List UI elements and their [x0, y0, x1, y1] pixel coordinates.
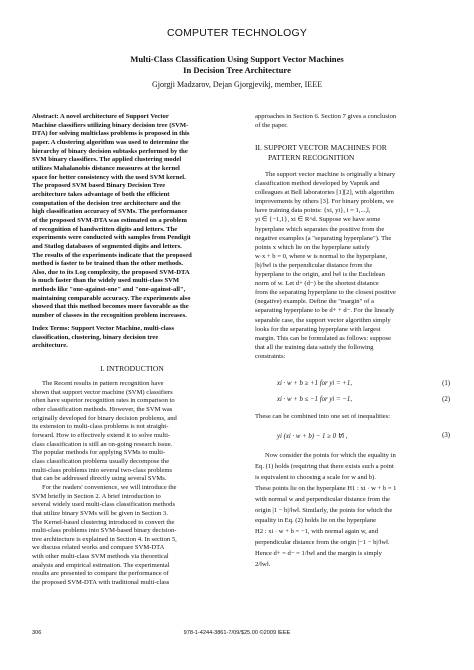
- intro-line: several widely used multi-class classification methods: [32, 501, 176, 509]
- intro-line: results are presented to compare the performance of: [32, 570, 169, 578]
- introduction: [32, 380, 232, 588]
- abstract-line: The results of the experiments indicate that the proposed: [32, 251, 192, 259]
- abstract-line: experiments were conducted with samples from Pendigit: [32, 234, 191, 242]
- section-2-heading-line-1: II. SUPPORT VECTOR MACHINES FOR: [255, 143, 387, 152]
- svm-line: norm of w. Let d+ (d−) be the shortest distance: [255, 280, 379, 288]
- intro-line: class classification is still an on-going research issue.: [32, 440, 173, 448]
- index-terms-line: Index Terms: Support Vector Machine, multi-class: [32, 325, 175, 332]
- abstract-line: The proposed SVM based Binary Decision Tree: [32, 182, 166, 190]
- abstract-line: paper. A clustering algorithm was used to determine the: [32, 138, 189, 146]
- intro-line: The popular methods for applying SVMs to multi-: [32, 449, 166, 457]
- svm-line: |b|/‖w‖ is the perpendicular distance from the: [255, 261, 373, 269]
- svm-line: points x which lie on the hyperplane satisfy: [255, 243, 370, 251]
- after-line: H2 : xi · w + b = −1, with normal again w, and: [255, 528, 378, 536]
- abstract-line: method is faster to be trained than the other methods.: [32, 260, 184, 268]
- abstract-line: methods like "one-against-one" and "one-against-all",: [32, 286, 186, 294]
- abstract-line: utilizes Mahalanobis distance measures at the kernel: [32, 164, 180, 172]
- abstract-line: DTA) for solving multiclass problems is proposed in this: [32, 130, 190, 138]
- abstract-line: showed that this method becomes more favorable as the: [32, 303, 189, 311]
- abstract-line: and Statlog databases of segmented digits and letters.: [32, 242, 182, 250]
- abstract-line: Also, due to its Log complexity, the proposed SVM-DTA: [32, 268, 190, 276]
- intro-line: SVM briefly in Section 2. A brief introduction to: [32, 492, 161, 500]
- equation-3: [255, 432, 450, 440]
- title-line-2: In Decision Tree Architecture: [183, 65, 291, 75]
- svm-line: looks for the separating hyperplane with largest: [255, 325, 381, 333]
- svm-line: separable case, the support vector algorithm simply: [255, 316, 391, 324]
- after-line: Hence d+ = d− = 1/‖w‖ and the margin is simply: [255, 550, 382, 558]
- page-number: 306: [32, 630, 42, 636]
- intro-line: that can be addressed directly using several SVMs.: [32, 475, 167, 483]
- intro-continued: [255, 113, 450, 130]
- equation-2-number: (2): [442, 396, 450, 403]
- hyperplane-paragraph: [255, 451, 450, 571]
- section-2-heading-line-2: PATTERN RECOGNITION: [268, 153, 355, 162]
- after-line: with normal w and perpendicular distance from the: [255, 495, 390, 503]
- intro-line: its extension to multi-class problems is not straight-: [32, 423, 169, 431]
- authors: Gjorgji Madzarov, Dejan Gjorgjevikj, member, IEEE: [152, 80, 322, 89]
- svm-line: colleagues at Bell laboratories [1][2], with algorithm: [255, 189, 394, 197]
- index-terms: [32, 325, 232, 351]
- intro-line: multi-class problems into SVM-based binary decision-: [32, 527, 177, 535]
- after-line: perpendicular distance from the origin |−1 − b|/‖w‖.: [255, 539, 390, 547]
- intro-line: multi-class problems into several two-class problems: [32, 466, 173, 474]
- intro-line: with other multi-class SVM methods via theoretical: [32, 553, 169, 561]
- abstract-line: is much faster than the widely used multi-class SVM: [32, 277, 180, 285]
- svm-line: constraints:: [255, 352, 286, 360]
- abstract: [32, 113, 232, 321]
- svm-line: (negative) example. Define the "margin" of a: [255, 298, 374, 306]
- title-line-1: Multi-Class Classification Using Support Vector Machines: [130, 54, 344, 64]
- intro-line: that utilize binary SVMs will be given in Section 3.: [32, 509, 168, 517]
- svm-line: hyperplane which separates the positive from the: [255, 225, 385, 233]
- abstract-line: high classification accuracy of SVMs. The performance: [32, 208, 188, 216]
- combine-text: These can be combined into one set of inequalities:: [255, 413, 391, 420]
- svm-line: margin. This can be formulated as follows: suppose: [255, 334, 392, 342]
- equation-3-number: (3): [442, 432, 450, 439]
- intro-line: the proposed SVM-DTA with traditional multi-class: [32, 579, 170, 587]
- svm-line: that all the training data satisfy the following: [255, 343, 374, 351]
- section-1-heading: I. INTRODUCTION: [100, 364, 164, 373]
- intro-line: forward. How to effectively extend it to solve multi-: [32, 431, 171, 439]
- index-terms-line: architecture.: [32, 342, 68, 350]
- svm-line: from the separating hyperplane to the closest positive: [255, 289, 396, 297]
- after-line: 2/‖w‖.: [255, 561, 271, 569]
- svm-paragraph: [255, 170, 450, 361]
- svm-line: w·x + b = 0, where w is normal to the hyperplane,: [255, 252, 388, 260]
- intro-line: The Kernel-based clustering introduced to convert the: [32, 518, 175, 526]
- journal-header: COMPUTER TECHNOLOGY: [166, 27, 308, 39]
- svm-line: separating hyperplane to be d+ + d−. For the linearly: [255, 307, 395, 315]
- index-terms-line: classification, clustering, binary decision tree: [32, 333, 159, 341]
- section-2-heading: [255, 143, 450, 163]
- abstract-line: space for better consistency with the used SVM kernel.: [32, 173, 186, 181]
- intro-cont-line: of the paper.: [255, 121, 288, 129]
- intro-line: shown that support vector machine (SVM) classifiers: [32, 388, 173, 396]
- svm-line: yi ∈ {−1,1}, xi ∈ R^d. Suppose we have some: [255, 216, 381, 224]
- abstract-line: of the proposed SVM-DTA was estimated on a problem: [32, 216, 187, 224]
- equation-1: [255, 380, 450, 387]
- intro-line: For the readers' convenience, we will introduce the: [42, 483, 177, 491]
- abstract-line: number of classes in the recognition problem increases.: [32, 312, 187, 320]
- equation-1-body: xi · w + b ≥ +1 for yi = +1,: [277, 380, 352, 387]
- equation-3-body: yi (xi · w + b) − 1 ≥ 0 ∀i ,: [277, 433, 348, 440]
- paper-title: [40, 54, 434, 76]
- svm-line: have training data points: {xi, yi}, i = 1,...,l,: [255, 207, 371, 215]
- intro-line: tree architecture is explained in Section 4. In section 5,: [32, 535, 177, 543]
- equation-2: [255, 396, 450, 403]
- after-line: origin |1 − b|/‖w‖. Similarly, the points for which the: [255, 506, 393, 514]
- svm-line: improvements by others [3]. For binary problem, we: [255, 198, 394, 206]
- svm-line: negative examples (a "separating hyperplane"). The: [255, 234, 392, 242]
- equation-2-body: xi · w + b ≤ −1 for yi = −1,: [277, 396, 352, 403]
- intro-line: analysis and empirical estimation. The experimental: [32, 561, 170, 569]
- abstract-line: maintaining comparable accuracy. The experiments also: [32, 294, 191, 302]
- svm-line: classification method developed by Vapnik and: [255, 180, 380, 188]
- intro-line: The Recent results in pattern recognition have: [42, 380, 164, 387]
- abstract-line: Abstract: A novel architecture of Support Vector: [32, 113, 169, 120]
- intro-line: other classification methods. However, the SVM was: [32, 405, 173, 413]
- abstract-line: SVM binary classifiers. The applied clustering model: [32, 156, 182, 164]
- intro-cont-line: approaches in Section 6. Section 7 gives a conclusion: [255, 113, 397, 120]
- abstract-line: hierarchy of binary decision subtasks performed by the: [32, 147, 188, 155]
- after-line: Now consider the points for which the equality in: [265, 452, 396, 459]
- abstract-line: computation of the decision tree architecture and the: [32, 199, 181, 207]
- abstract-line: Machine classifiers utilizing binary decision tree (SVM-: [32, 121, 189, 129]
- intro-line: class classification problems usually decompose the: [32, 457, 170, 465]
- after-line: is equivalent to choosing a scale for w and b).: [255, 473, 376, 481]
- abstract-line: architecture takes advantage of both the efficient: [32, 190, 170, 198]
- after-line: equality in Eq. (2) holds lie on the hyperplane: [255, 517, 377, 525]
- svm-line: The support vector machine is originally a binary: [265, 171, 396, 178]
- after-line: These points lie on the hyperplane H1 : xi · w + b = 1: [255, 484, 397, 492]
- after-line: Eq. (1) holds (requiring that there exists such a point: [255, 462, 394, 470]
- svm-line: hyperplane to the origin, and ‖w‖ is the Euclidean: [255, 271, 385, 279]
- intro-line: we discuss related works and compare SVM-DTA: [32, 544, 165, 552]
- abstract-line: of recognition of handwritten digits and letters. The: [32, 225, 178, 233]
- intro-line: often have superior recognition rates in comparison to: [32, 397, 175, 405]
- footer-isbn: 978-1-4244-3861-7/09/$25.00 ©2009 IEEE: [183, 630, 291, 636]
- intro-line: originally developed for binary decision problems, and: [32, 414, 177, 422]
- equation-1-number: (1): [442, 380, 450, 387]
